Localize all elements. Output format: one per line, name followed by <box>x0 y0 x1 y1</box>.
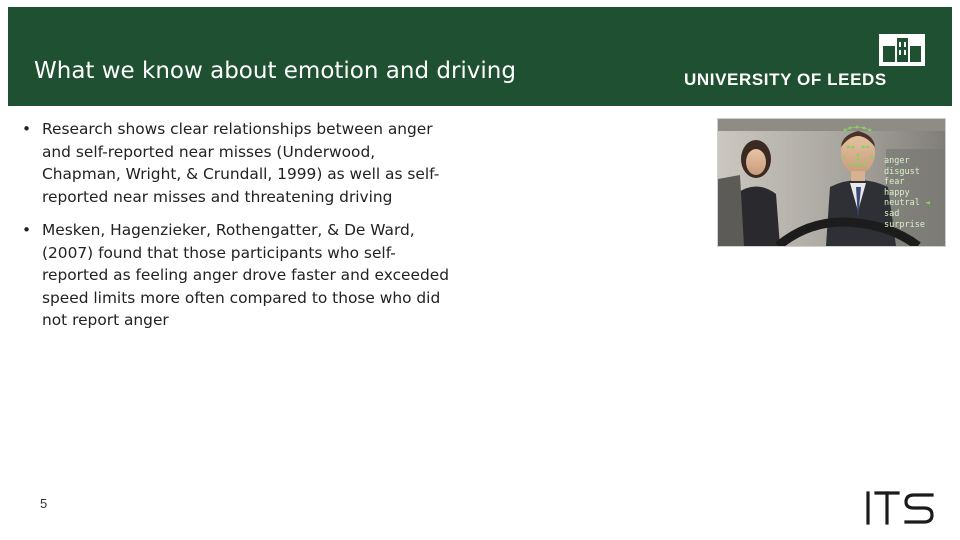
emotion-label: fear <box>884 177 905 188</box>
bullet-text: Mesken, Hagenzieker, Rothengatter, & De Ward, (2007) found that those participants who self-reported as feeling anger drove faster and exceeded speed limits more often compared to those who did not report anger <box>42 221 449 329</box>
emotion-label-selected <box>884 198 930 209</box>
bullet-text: Research shows clear relationships between anger and self-reported near misses (Underwood, Chapman, Wright, & Crundall, 1999) as well as self-reported near misses and threatening driving <box>42 120 440 206</box>
bullet-list <box>22 118 452 343</box>
university-wordmark: UNIVERSITY OF LEEDS <box>684 70 887 89</box>
its-logo-text <box>938 490 939 491</box>
bullet-dot-icon: • <box>22 120 32 138</box>
its-logo <box>862 490 938 526</box>
bullet-item <box>22 118 452 208</box>
emotion-label: disgust <box>884 166 920 177</box>
its-logo-mark <box>862 490 938 526</box>
emotion-label-list <box>884 156 930 230</box>
emotion-label-text: neutral <box>884 198 920 209</box>
university-logo <box>684 32 924 90</box>
page-number: 5 <box>40 496 48 511</box>
bullet-dot-icon: • <box>22 221 32 239</box>
bullet-item <box>22 219 452 332</box>
slide-title: What we know about emotion and driving <box>34 58 516 84</box>
emotion-recognition-photo <box>717 118 946 247</box>
university-tower-icon <box>879 34 925 66</box>
emotion-label: surprise <box>884 219 925 230</box>
emotion-label: happy <box>884 187 910 198</box>
emotion-label: sad <box>884 208 900 219</box>
selection-arrow-icon: ◄ <box>924 198 931 209</box>
emotion-label: anger <box>884 156 910 166</box>
